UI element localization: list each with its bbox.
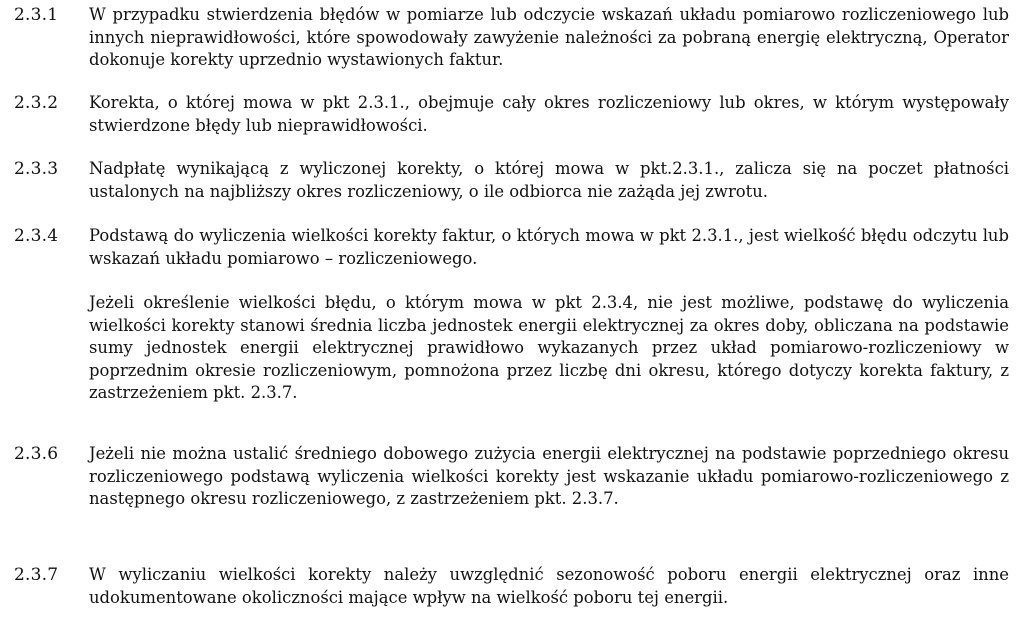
clause-number: 2.3.4 xyxy=(14,226,59,246)
clause-number: 2.3.6 xyxy=(14,444,59,464)
clause-number: 2.3.3 xyxy=(14,159,59,179)
clause-text: Podstawą do wyliczenia wielkości korekty faktur, o których mowa w pkt 2.3.1., jest wielkość błędu odczytu lub wskazań układu pomiarowo – rozliczeniowego. xyxy=(89,226,1009,268)
clause-number: 2.3.7 xyxy=(14,565,59,585)
clause-text: W wyliczaniu wielkości korekty należy uwzględnić sezonowość poboru energii elektrycznej oraz inne udokumentowane okoliczności mające wpływ na wielkość poboru tej energii. xyxy=(89,565,1009,607)
clause-text: W przypadku stwierdzenia błędów w pomiarze lub odczycie wskazań układu pomiarowo rozliczeniowego lub innych nieprawidłowości, które spowodowały zawyżenie należności za pobraną energię elektryczną, Operator dokonuje korekty uprzednio wystawionych faktur. xyxy=(89,5,1009,70)
clause-text: Jeżeli określenie wielkości błędu, o którym mowa w pkt 2.3.4, nie jest możliwe, podstawę do wyliczenia wielkości korekty stanowi średnia liczba jednostek energii elektrycznej za okres doby, obliczana na podstawie sumy jednostek energii elektrycznej prawidłowo wykazanych przez układ pomiarowo-rozliczeniowy w poprzednim okresie rozliczeniowym, pomnożona przez liczbę dni okresu, którego dotyczy korekta faktury, z zastrzeżeniem pkt. 2.3.7. xyxy=(89,293,1009,403)
clause-text: Jeżeli nie można ustalić średniego dobowego zużycia energii elektrycznej na podstawie poprzedniego okresu rozliczeniowego podstawą wyliczenia wielkości korekty jest wskazanie układu pomiarowo-rozliczeniowego z następnego okresu rozliczeniowego, z zastrzeżeniem pkt. 2.3.7. xyxy=(89,444,1009,509)
clause-number: 2.3.2 xyxy=(14,93,59,113)
clause-text: Nadpłatę wynikającą z wyliczonej korekty, o której mowa w pkt.2.3.1., zalicza się na poczet płatności ustalonych na najbliższy okres rozliczeniowy, o ile odbiorca nie zażąda jej zwrotu. xyxy=(89,159,1009,201)
clause-number: 2.3.1 xyxy=(14,5,59,25)
clause-text: Korekta, o której mowa w pkt 2.3.1., obejmuje cały okres rozliczeniowy lub okres, w którym występowały stwierdzone błędy lub nieprawidłowości. xyxy=(89,93,1009,135)
